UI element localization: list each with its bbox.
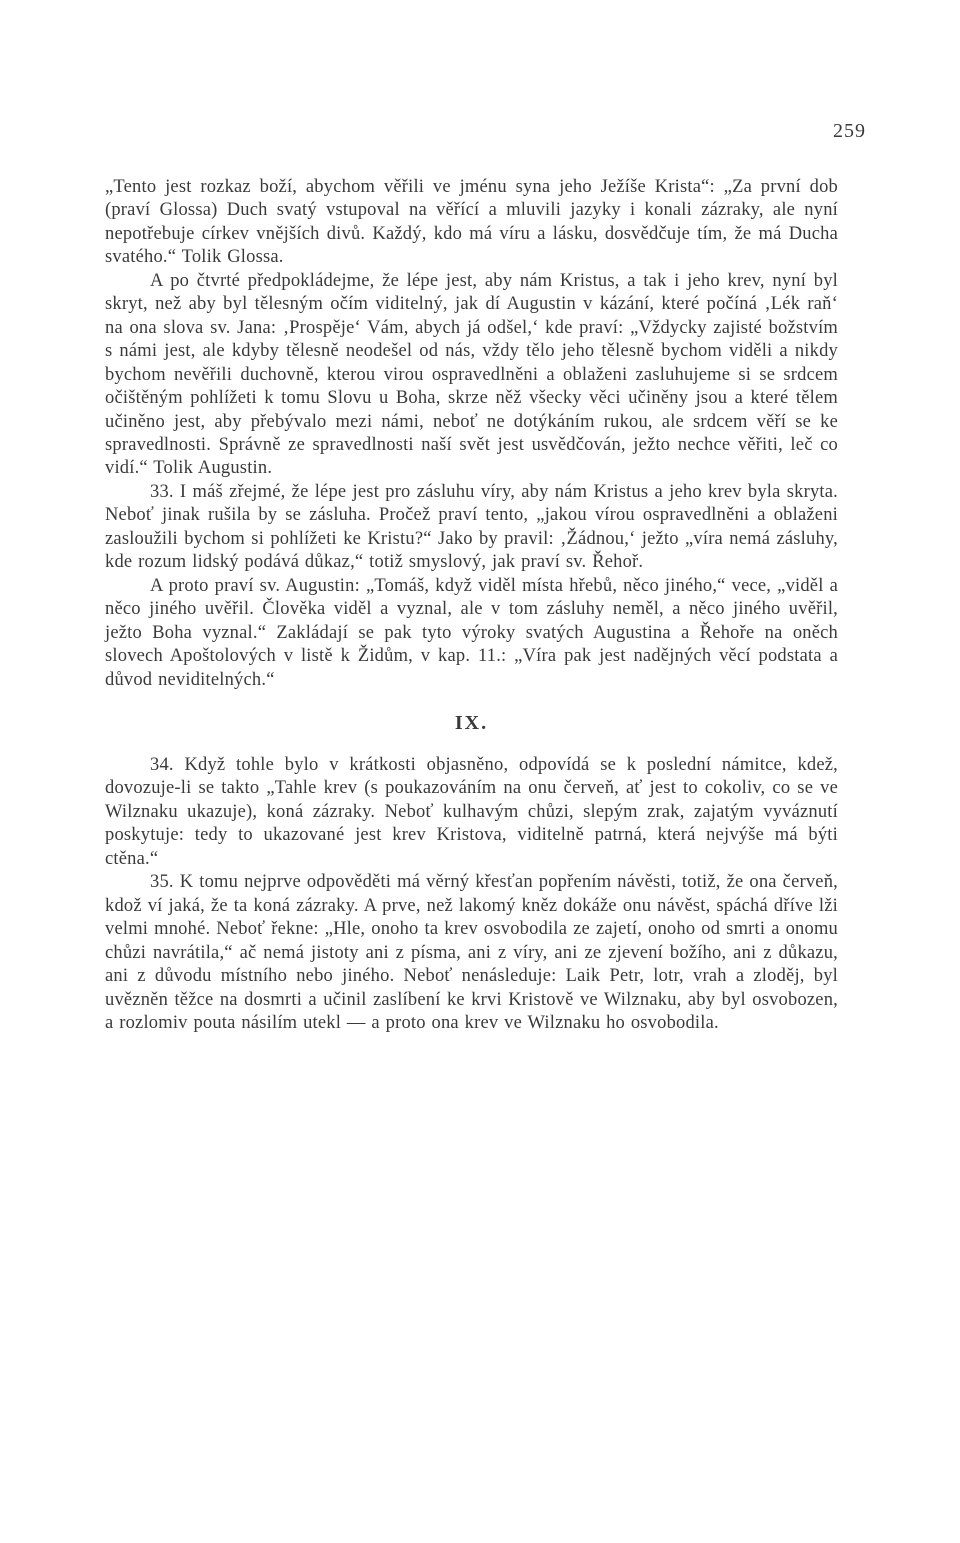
paragraph-4: A proto praví sv. Augustin: „Tomáš, když viděl místa hřebů, něco jiného,“ vece, „viděl a něco jiného uvěřil. Člověka viděl a vyznal, ale v tom zásluhy neměl, a něco jiného uvěřil, ježto Boha vyznal.“ Zakládají se pak tyto výroky svatých Augustina a Řehoře na oněch slovech Apoštolových v listě k Židům, v kap. 11.: „Víra pak jest nadějných věcí podstata a důvod neviditelných.“	[105, 575, 838, 690]
paragraph-6: 35. K tomu nejprve odpověděti má věrný křesťan popřením návěsti, totiž, že ona červeň, kdož ví jaká, že ta koná zázraky. A prve, než lakomý kněz dokáže onu návěst, spáchá dříve lži velmi mnohé. Neboť řekne: „Hle, onoho ta krev osvobodila ze zajetí, onoho od smrti a onomu chůzi navrátila,“ ač nemá jistoty ani z písma, ani z víry, ani ze zjevení božího, ani z důkazu, ani z důvodu místního nebo jiného. Neboť nenásleduje: Laik Petr, lotr, vrah a zloděj, byl uvězněn těžce na dosmrti a učinil zaslíbení ke krvi Kristově ve Wilznaku, aby byl osvobozen, a rozlomiv pouta násilím utekl — a proto ona krev ve Wilznaku ho osvobodila.	[105, 872, 838, 1033]
page-number: 259	[833, 120, 866, 142]
body-text	[105, 176, 838, 1035]
paragraph-5: 34. Když tohle bylo v krátkosti objasněno, odpovídá se k poslední námitce, kdež, dovozuje-li se takto „Tahle krev (s poukazováním na onu červeň, ať jest to cokoliv, co se ve Wilznaku ukazuje), koná zázraky. Neboť kulhavým chůzi, slepým zrak, zajatým vyváznutí poskytuje: tedy to ukazované jest krev Kristova, viditelně patrná, která nejvýše má býti ctěna.“	[105, 754, 838, 869]
paragraph-3: 33. I máš zřejmé, že lépe jest pro zásluhu víry, aby nám Kristus a jeho krev byla skryta. Neboť jinak rušila by se zásluha. Pročež praví tento, „jakou vírou ospravedlněni a oblaženi zasloužili bychom si pohlížeti ke Kristu?“ Jako by pravil: ‚Žádnou,‘ ježto „víra nemá zásluhy, kde rozum lidský podává důkaz,“ totiž smyslový, jak praví sv. Řehoř.	[105, 481, 838, 573]
paragraph-1: „Tento jest rozkaz boží, abychom věřili ve jménu syna jeho Ježíše Krista“: „Za první dob (praví Glossa) Duch svatý vstupoval na věřící a mluvili jazyky i konali zázraky, ale nyní nepotřebuje církev vnějších divů. Každý, kdo má víru a lásku, dosvědčuje tím, že má Ducha svatého.“ Tolik Glossa.	[105, 177, 838, 268]
paragraph-2: A po čtvrté předpokládejme, že lépe jest, aby nám Kristus, a tak i jeho krev, nyní byl skryt, než aby byl tělesným očím viditelný, jak dí Augustin v kázání, které počíná ‚Lék raň‘ na ona slova sv. Jana: ‚Prospěje‘ Vám, abych já odšel,‘ kde praví: „Vždycky zajisté božstvím s námi jest, ale kdyby tělesně neodešel od nás, vždy tělo jeho tělesně bychom viděli a nikdy bychom nevěřili duchovně, kterou virou ospravedlněni a oblaženi zasluhujeme si se srdcem očištěným pohlížeti k tomu Slovu u Boha, skrze něž všecky věci učiněny jsou a které tělem učiněno jest, aby přebývalo mezi námi, neboť ne dotýkáním rukou, ale srdcem věří se ke spravedlnosti. Správně ze spravedlnosti naší svět jest usvědčován, ježto nechce věřiti, leč co vidí.“ Tolik Augustin.	[105, 270, 838, 479]
section-heading: IX.	[454, 711, 489, 734]
